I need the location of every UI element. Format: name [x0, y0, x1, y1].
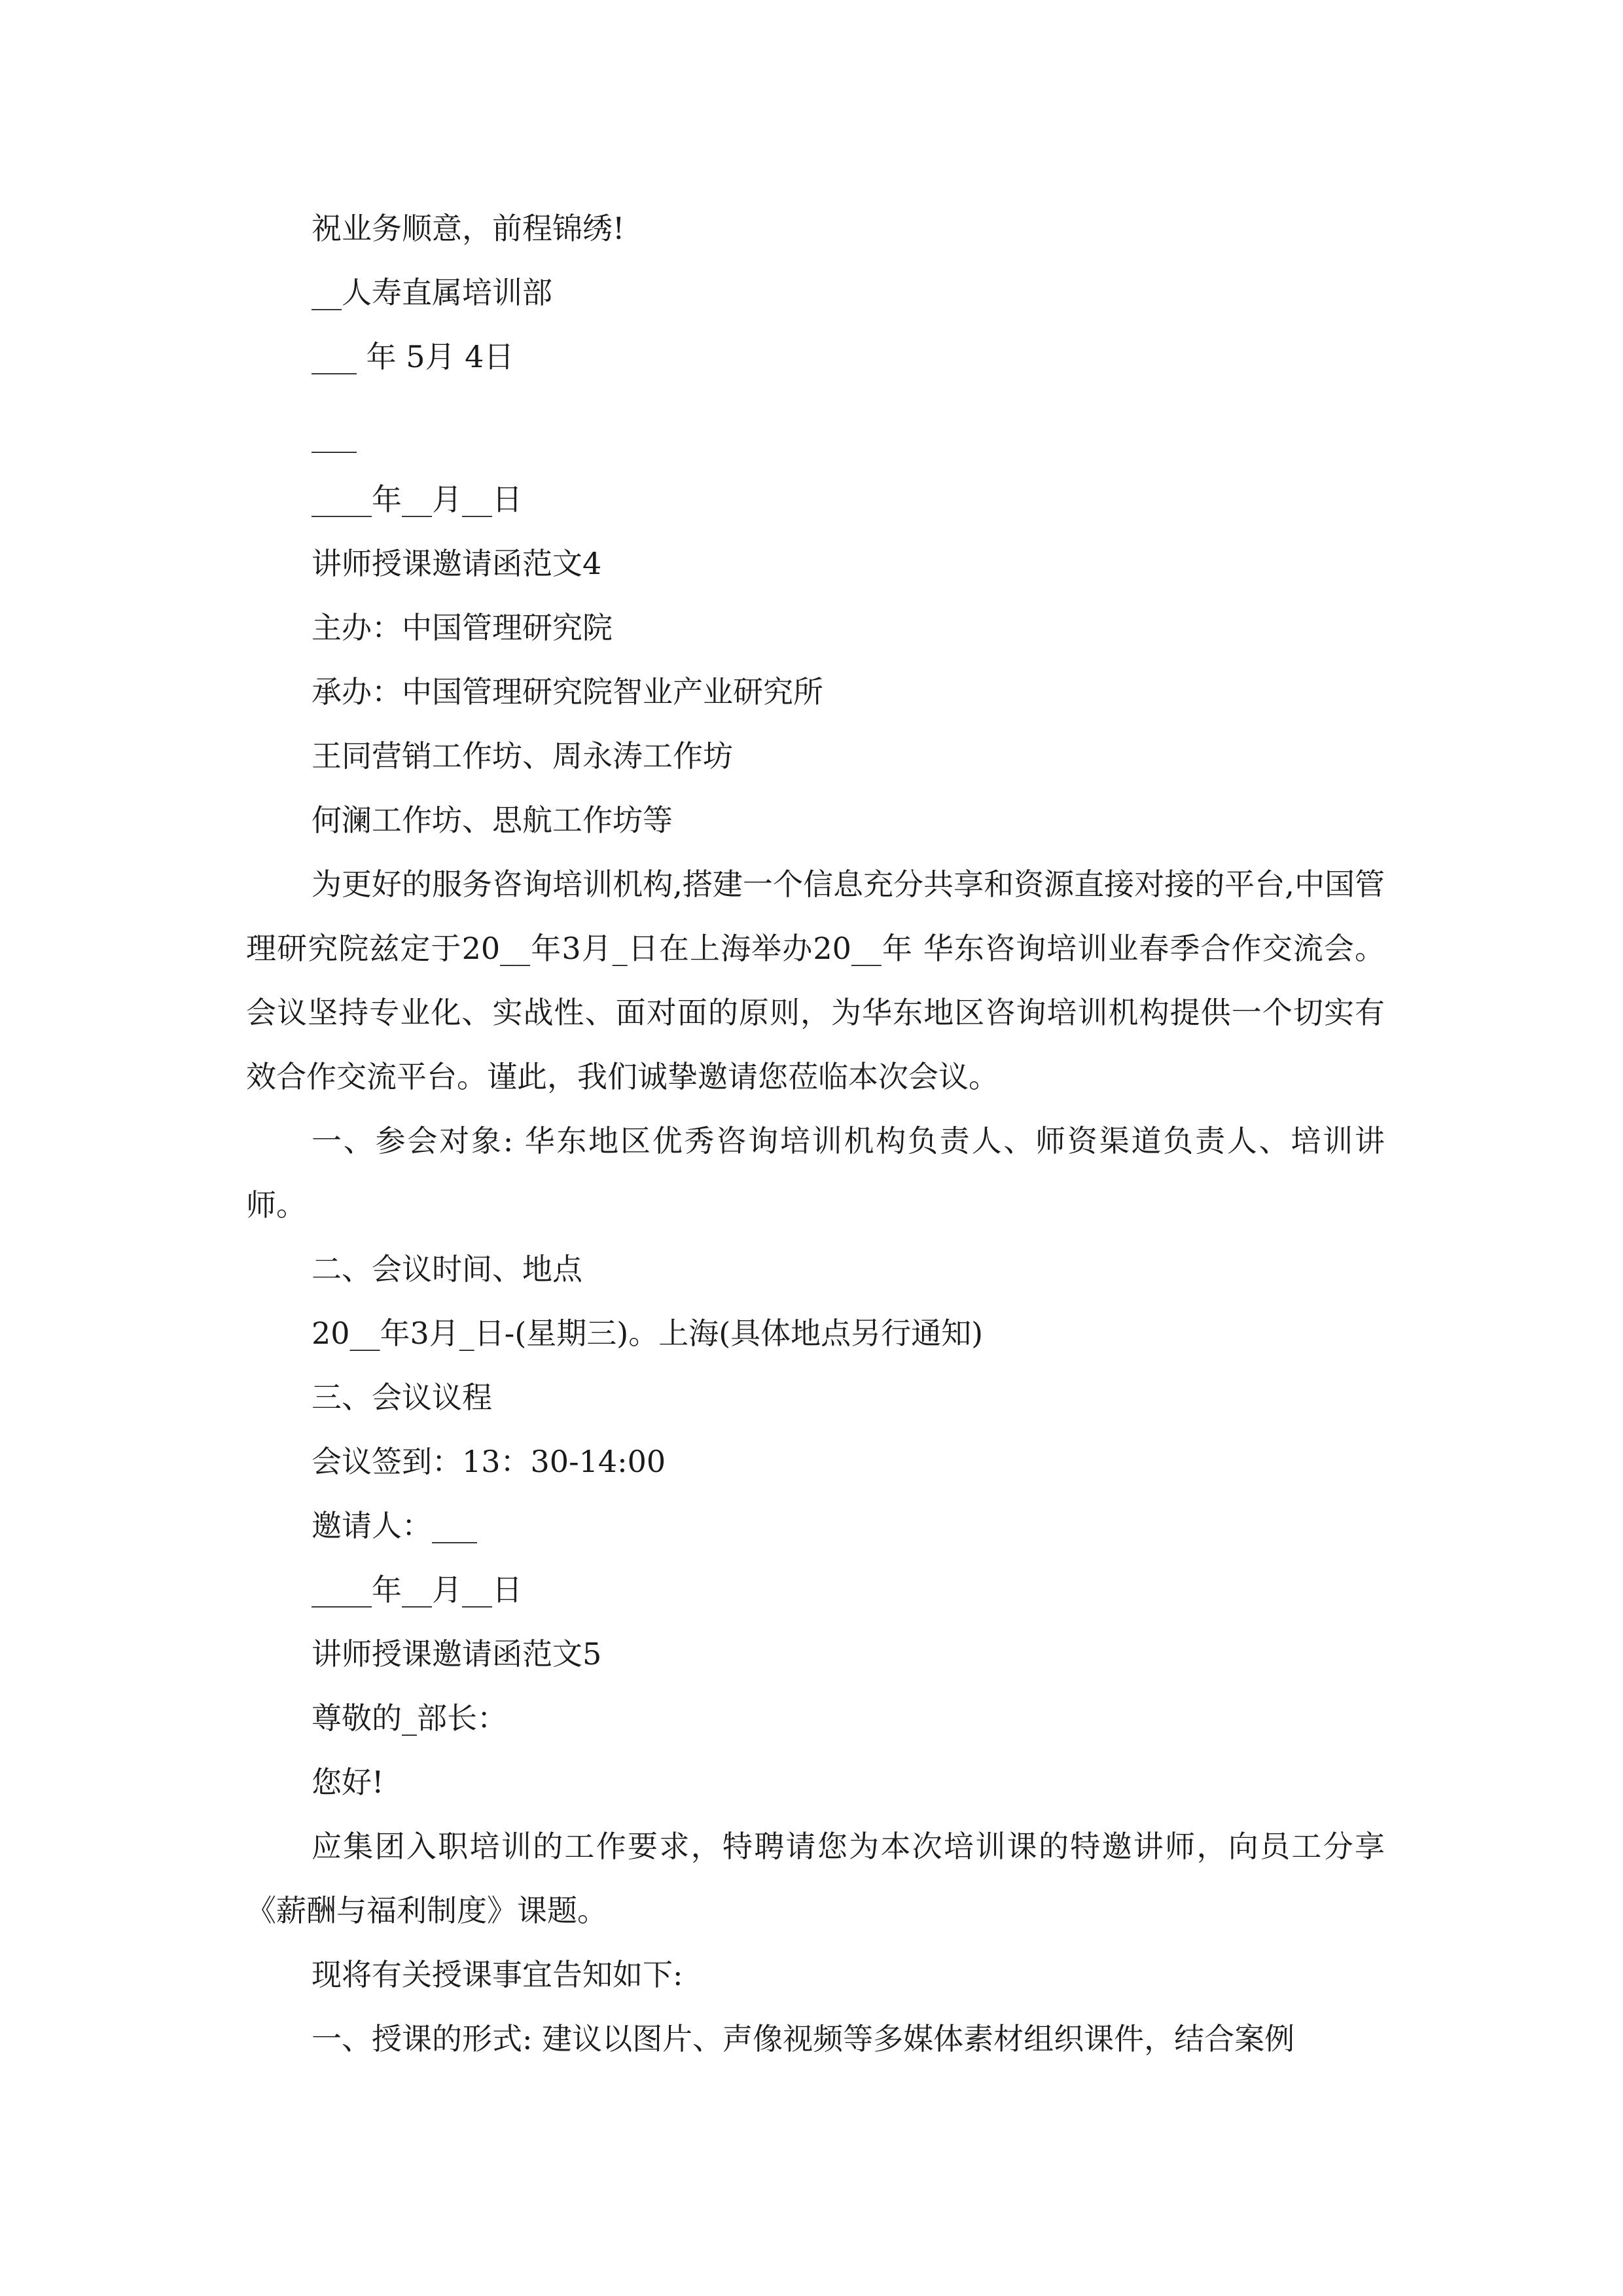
inviter: 邀请人：___: [312, 1508, 477, 1543]
salutation: 尊敬的_部长：: [312, 1700, 507, 1736]
section-heading-4: 讲师授课邀请函范文4: [312, 546, 602, 581]
date-blank: ____年__月__日: [312, 482, 522, 517]
time-place-heading: 二、会议时间、地点: [312, 1251, 582, 1287]
workshops-line-2: 何澜工作坊、思航工作坊等: [312, 802, 673, 838]
invitation-paragraph: 应集团入职培训的工作要求，特聘请您为本次培训课的特邀讲师，向员工分享《薪酬与福利制度》课题。: [246, 1829, 1385, 1928]
sender-department: __人寿直属培训部: [312, 275, 552, 310]
workshops-line-1: 王同营销工作坊、周永涛工作坊: [312, 738, 733, 774]
spacer: [246, 389, 1385, 403]
document-body: [246, 196, 1385, 2071]
participants-paragraph: 一、参会对象: 华东地区优秀咨询培训机构负责人、师资渠道负责人、培训讲师。: [246, 1123, 1385, 1223]
date-blank-2: ____年__月__日: [312, 1572, 522, 1607]
blank-line: ___: [312, 418, 357, 453]
closing-wish: 祝业务顺意，前程锦绣!: [312, 211, 625, 246]
greeting: 您好!: [312, 1765, 384, 1800]
organizer: 主办：中国管理研究院: [312, 610, 613, 645]
co-organizer: 承办：中国管理研究院智业产业研究所: [312, 674, 823, 709]
time-place-detail: 20__年3月_日-(星期三)。上海(具体地点另行通知): [312, 1316, 984, 1351]
teaching-form: 一、授课的形式: 建议以图片、声像视频等多媒体素材组织课件，结合案例: [312, 2021, 1295, 2056]
sender-date: ___ 年 5月 4日: [312, 339, 514, 374]
agenda-heading: 三、会议议程: [312, 1380, 492, 1415]
agenda-signin: 会议签到：13：30-14:00: [312, 1444, 666, 1479]
section-heading-5: 讲师授课邀请函范文5: [312, 1636, 602, 1672]
intro-paragraph: 为更好的服务咨询培训机构,搭建一个信息充分共享和资源直接对接的平台,中国管理研究院兹定于20__年3月_日在上海举办20__年 华东咨询培训业春季合作交流会。 会议坚持专业化、实战性、面对面的原则，为华东地区咨询培训机构提供一个切实有效合作交流平台。谨此，我们诚挚邀请您莅临本次会议。: [246, 867, 1385, 1094]
notice-intro: 现将有关授课事宜告知如下:: [312, 1957, 683, 1992]
